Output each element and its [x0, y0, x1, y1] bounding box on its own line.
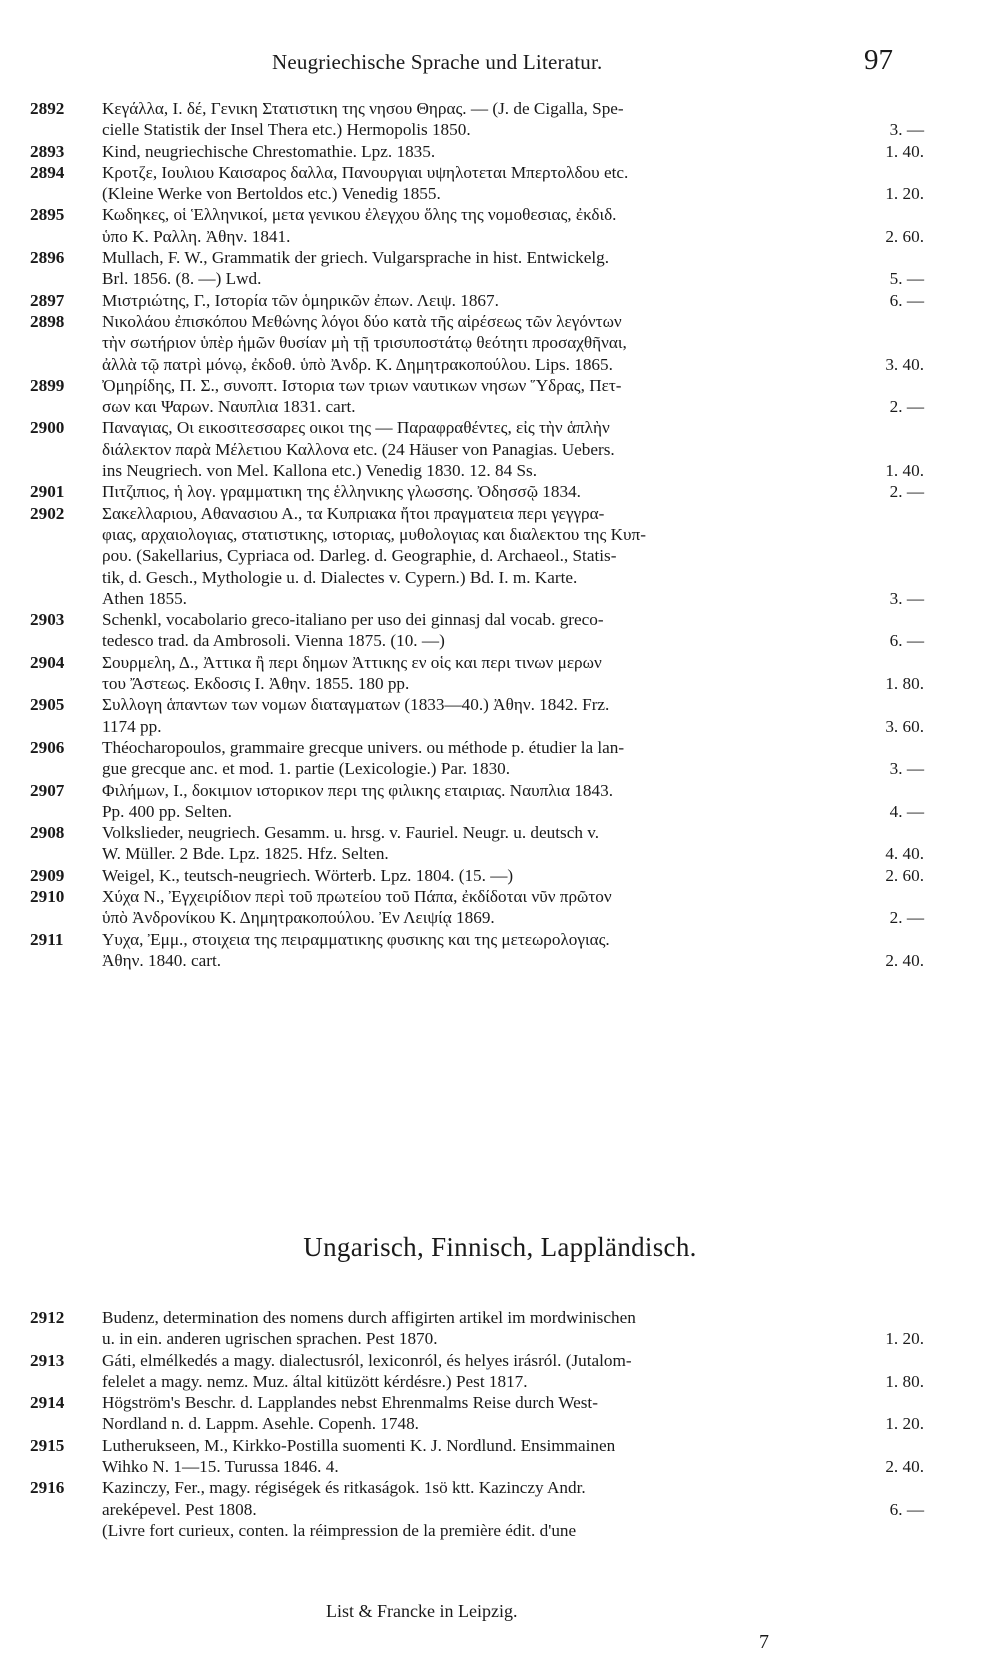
entry-line [102, 1307, 930, 1328]
entry-number: 2899 [30, 375, 65, 395]
catalog-entry [30, 204, 930, 247]
entry-text: σων και Ψαρων. Ναυπλια 1831. cart. [102, 397, 356, 417]
entry-number: 2898 [30, 311, 65, 331]
entry-number: 2915 [30, 1435, 65, 1455]
entry-price: 6. — [889, 290, 924, 310]
entry-text: Χύχα Ν., Ἐγχειρίδιον περὶ τοῦ πρωτείου τοῦ Πάπα, ἐκδίδοται νῦν πρῶτον [102, 886, 612, 906]
entry-line [102, 673, 930, 694]
entry-line [102, 1477, 930, 1498]
running-title: Neugriechische Sprache und Literatur. [272, 50, 603, 74]
catalog-entry [30, 290, 930, 311]
entry-line [102, 396, 930, 417]
catalog-entry [30, 865, 930, 886]
entry-text: Schenkl, vocabolario greco-italiano per uso dei ginnasj dal vocab. greco- [102, 610, 604, 630]
entry-line [102, 503, 930, 524]
entry-note: (Livre fort curieux, conten. la réimpression de la première édit. d'une [102, 1520, 577, 1540]
entry-text: Högström's Beschr. d. Lapplandes nebst Ehrenmalms Reise durch West- [102, 1393, 598, 1413]
page-header [0, 40, 1000, 80]
entry-line [102, 268, 930, 289]
entry-text: Υυχα, Ἐμμ., στοιχεια της πειραμματικης φυσικης και της μετεωρολογιας. [102, 929, 610, 949]
entry-number: 2895 [30, 205, 65, 225]
entry-line [102, 247, 930, 268]
entry-price: 3. — [889, 120, 924, 140]
catalog-entry [30, 247, 930, 290]
entry-number: 2906 [30, 737, 65, 757]
entry-price: 6. — [889, 631, 924, 651]
entry-line [102, 1328, 930, 1349]
catalog-entry [30, 417, 930, 481]
entry-price: 2. 40. [885, 1457, 924, 1477]
entry-text: Budenz, determination des nomens durch affigirten artikel im mordwinischen [102, 1308, 636, 1327]
catalog-entry [30, 1307, 930, 1350]
entry-line [102, 375, 930, 396]
entry-line [102, 417, 930, 438]
entry-text: τὴν σωτήριον ὑπὲρ ἡμῶν θυσίαν μὴ τῇ τρισυποστάτῳ θεότητι προσαχθῆναι, [102, 333, 627, 353]
entry-text: Kind, neugriechische Chrestomathie. Lpz. 1835. [102, 141, 436, 161]
entry-text: Κροτζε, Ιουλιου Καισαρος δαλλα, Πανουργιαι υψηλοτεται Μπερτολδου etc. [102, 162, 629, 182]
entry-price: 2. 60. [885, 865, 924, 885]
entry-text: Ἀθην. 1840. cart. [102, 950, 222, 970]
entry-number: 2905 [30, 695, 65, 715]
entry-text: u. in ein. anderen ugrischen sprachen. Pest 1870. [102, 1329, 438, 1349]
entry-text: gue grecque anc. et mod. 1. partie (Lexicologie.) Par. 1830. [102, 759, 511, 779]
catalog-entry [30, 737, 930, 780]
entry-price: 2. 60. [885, 226, 924, 246]
entry-text: διάλεκτον παρὰ Μέλετιου Καλλονα etc. (24 Häuser von Panagias. Uebers. [102, 439, 615, 459]
entry-line [102, 822, 930, 843]
entry-text: Μιστριώτης, Γ., Ιστορία τῶν ὁμηρικῶν ἐπων. Λειψ. 1867. [102, 290, 499, 310]
entry-line [102, 630, 930, 651]
entry-price: 2. — [889, 482, 924, 502]
entry-text: Συλλογη ἁπαντων των νομων διαταγματων (1833—40.) Ἀθην. 1842. Frz. [102, 695, 610, 715]
entry-line [102, 652, 930, 673]
entry-line [102, 780, 930, 801]
entry-price: 1. 20. [885, 1329, 924, 1349]
entry-price: 1. 20. [885, 1414, 924, 1434]
entry-text: ρου. (Sakellarius, Cypriaca od. Darleg. d. Geographie, d. Archaeol., Statis- [102, 546, 617, 566]
entry-line [102, 332, 930, 353]
entry-line [102, 1413, 930, 1434]
entry-price: 1. 20. [885, 184, 924, 204]
entry-number: 2914 [30, 1393, 65, 1413]
entry-price: 3. — [889, 759, 924, 779]
entry-price: 1. 40. [885, 461, 924, 481]
entry-text: Κωδηκες, οἱ Ἑλληνικοί, μετα γενικου ἐλεγχου ὅλης της νομοθεσιας, ἐκδιδ. [102, 205, 617, 225]
entry-line [102, 1435, 930, 1456]
entry-number: 2897 [30, 290, 65, 310]
catalog-entry [30, 694, 930, 737]
entry-number: 2902 [30, 503, 65, 523]
entry-price: 1. 80. [885, 1371, 924, 1391]
entry-price: 1. 80. [885, 674, 924, 694]
entry-line [102, 524, 930, 545]
entry-text: cielle Statistik der Insel Thera etc.) Hermopolis 1850. [102, 120, 471, 140]
catalog-entry [30, 609, 930, 652]
page-number: 97 [864, 44, 893, 76]
entry-text: Wihko N. 1—15. Turussa 1846. 4. [102, 1457, 339, 1477]
entry-price: 2. — [889, 397, 924, 417]
entry-text: Φιλήμων, Ι., δοκιμιον ιστορικον περι της φιλικης εταιριας. Ναυπλια 1843. [102, 780, 614, 800]
entry-line [102, 460, 930, 481]
entry-text: Παναγιας, Οι εικοσιτεσσαρες οικοι της — Παραφραθέντες, εἰς τὴν ἁπλὴν [102, 418, 610, 438]
entry-text: Σακελλαριου, Αθανασιου Α., τα Κυπριακα ἤτοι πραγματεια περι γεγγρα- [102, 503, 605, 523]
entry-line [102, 737, 930, 758]
entry-text: Athen 1855. [102, 588, 187, 608]
entry-line [102, 354, 930, 375]
catalog-entry [30, 780, 930, 823]
entry-text: Lutherukseen, M., Kirkko-Postilla suomenti K. J. Nordlund. Ensimmainen [102, 1435, 616, 1455]
entry-line [102, 1456, 930, 1477]
entry-line [102, 716, 930, 737]
entry-line [102, 694, 930, 715]
entry-text: W. Müller. 2 Bde. Lpz. 1825. Hfz. Selten. [102, 844, 389, 864]
entry-text: Gáti, elmélkedés a magy. dialectusról, lexiconról, és helyes irásról. (Jutalom- [102, 1350, 632, 1370]
entry-price: 4. — [889, 801, 924, 821]
entry-line [102, 950, 930, 971]
entry-line [102, 119, 930, 140]
entry-text: ὑπὸ Ἀνδρονίκου Κ. Δημητρακοπούλου. Ἐν Λειψίᾳ 1869. [102, 908, 495, 928]
entry-line [102, 141, 930, 162]
publisher-line: List & Francke in Leipzig. [326, 1601, 518, 1621]
catalog-entry [30, 98, 930, 141]
entry-number: 2894 [30, 162, 65, 182]
entry-price: 6. — [889, 1499, 924, 1519]
entry-line [102, 886, 930, 907]
entry-text: ὑπο Κ. Ραλλη. Ἀθην. 1841. [102, 226, 291, 246]
catalog-entry [30, 375, 930, 418]
entry-line [102, 162, 930, 183]
entry-text: Πιτζιπιος, ἡ λογ. γραμματικη της ἑλληνικης γλωσσης. Ὀδησσῷ 1834. [102, 482, 581, 502]
entry-price: 2. — [889, 908, 924, 928]
entry-text: ἀλλὰ τῷ πατρὶ μόνῳ, ἐκδοθ. ὑπὸ Ἀνδρ. Κ. Δημητρακοπούλου. Lips. 1865. [102, 354, 613, 374]
entry-line [102, 843, 930, 864]
catalog-entry [30, 1392, 930, 1435]
entry-text: Mullach, F. W., Grammatik der griech. Vulgarsprache in hist. Entwickelg. [102, 248, 610, 268]
entry-text: Nordland n. d. Lappm. Asehle. Copenh. 1748. [102, 1414, 419, 1434]
signature-mark: 7 [759, 1631, 769, 1653]
entry-text: ins Neugriech. von Mel. Kallona etc.) Venedig 1830. 12. 84 Ss. [102, 461, 538, 481]
entry-number: 2900 [30, 418, 65, 438]
catalog-entry [30, 1435, 930, 1478]
entry-text: Κεγάλλα, Ι. δέ, Γενικη Στατιστικη της νησου Θηρας. — (J. de Cigalla, Spe- [102, 99, 624, 118]
catalog-entry [30, 886, 930, 929]
catalog-entry [30, 652, 930, 695]
entry-text: areképevel. Pest 1808. [102, 1499, 257, 1519]
catalog-entry [30, 1477, 930, 1541]
entry-line [102, 1371, 930, 1392]
entry-price: 3. 40. [885, 354, 924, 374]
entry-line [102, 311, 930, 332]
entry-number: 2916 [30, 1478, 65, 1498]
catalog-entry [30, 311, 930, 375]
entry-text: 1174 pp. [102, 716, 162, 736]
section-heading: Ungarisch, Finnisch, Lappländisch. [303, 1232, 697, 1262]
entry-line [102, 1392, 930, 1413]
entry-number: 2904 [30, 652, 65, 672]
entry-text: Σουρμελη, Δ., Ἀττικα ἢ περι δημων Ἀττικης εν οἱς και περι τινων μερων [102, 652, 602, 672]
entry-price: 4. 40. [885, 844, 924, 864]
entry-text: Ὀμηρίδης, Π. Σ., συνοπτ. Ιστορια των τριων ναυτικων νησων Ὕδρας, Πετ- [102, 375, 622, 395]
section-ungarisch [30, 1307, 930, 1541]
entry-line [102, 588, 930, 609]
entry-number: 2911 [30, 929, 64, 949]
entry-number: 2892 [30, 99, 65, 118]
entry-text: tik, d. Gesch., Mythologie u. d. Dialectes v. Cypern.) Bd. I. m. Karte. [102, 567, 578, 587]
section-neugriechisch [30, 98, 930, 971]
catalog-entry [30, 1350, 930, 1393]
entry-text: του Ἄστεως. Εκδοσις Ι. Ἀθην. 1855. 180 pp. [102, 674, 410, 694]
entry-line [102, 290, 930, 311]
entry-text: tedesco trad. da Ambrosoli. Vienna 1875. (10. —) [102, 631, 445, 651]
entry-number: 2910 [30, 886, 65, 906]
entry-text: Théocharopoulos, grammaire grecque univers. ou méthode p. étudier la lan- [102, 737, 625, 757]
entry-number: 2909 [30, 865, 65, 885]
catalog-entry [30, 141, 930, 162]
entry-text: Νικολάου ἐπισκόπου Μεθώνης λόγοι δύο κατὰ τῆς αἱρέσεως τῶν λεγόντων [102, 311, 622, 331]
entry-line [102, 567, 930, 588]
entry-number: 2893 [30, 141, 65, 161]
entry-text: φιας, αρχαιολογιας, στατιστικης, ιστοριας, μυθολογιας και διαλεκτου της Κυπ- [102, 524, 646, 544]
entry-text: Weigel, K., teutsch-neugriech. Wörterb. Lpz. 1804. (15. —) [102, 865, 514, 885]
entry-number: 2901 [30, 482, 65, 502]
entry-line [102, 1350, 930, 1371]
entry-line [102, 226, 930, 247]
entry-line [102, 481, 930, 502]
entry-line [102, 545, 930, 566]
entry-line [102, 98, 930, 119]
catalog-entry [30, 822, 930, 865]
entry-line [102, 907, 930, 928]
entry-line [102, 609, 930, 630]
entry-number: 2912 [30, 1308, 65, 1327]
entry-text: Pp. 400 pp. Selten. [102, 801, 232, 821]
entry-line [102, 865, 930, 886]
entry-number: 2908 [30, 823, 65, 843]
entry-price: 5. — [889, 269, 924, 289]
entry-line [102, 204, 930, 225]
entry-line [102, 801, 930, 822]
page-footer [0, 1601, 1000, 1661]
entry-price: 2. 40. [885, 950, 924, 970]
entry-number: 2896 [30, 248, 65, 268]
entry-price: 1. 40. [885, 141, 924, 161]
entry-text: felelet a magy. nemz. Muz. által kitüzött kérdésre.) Pest 1817. [102, 1371, 528, 1391]
catalog-entry [30, 162, 930, 205]
entry-text: Kazinczy, Fer., magy. régiségek és ritkaságok. 1sö ktt. Kazinczy Andr. [102, 1478, 586, 1498]
entry-line [102, 1499, 930, 1520]
entry-price: 3. — [889, 588, 924, 608]
catalog-entry [30, 481, 930, 502]
catalog-entry [30, 503, 930, 609]
entry-line [102, 183, 930, 204]
entry-price: 3. 60. [885, 716, 924, 736]
catalog-entry [30, 929, 930, 972]
entry-line [102, 929, 930, 950]
entry-number: 2913 [30, 1350, 65, 1370]
entry-text: (Kleine Werke von Bertoldos etc.) Venedig 1855. [102, 184, 441, 204]
entry-text: Brl. 1856. (8. —) Lwd. [102, 269, 262, 289]
entry-number: 2903 [30, 610, 65, 630]
entry-line [102, 758, 930, 779]
entry-text: Volkslieder, neugriech. Gesamm. u. hrsg. v. Fauriel. Neugr. u. deutsch v. [102, 823, 600, 843]
entry-line [102, 439, 930, 460]
entry-number: 2907 [30, 780, 65, 800]
